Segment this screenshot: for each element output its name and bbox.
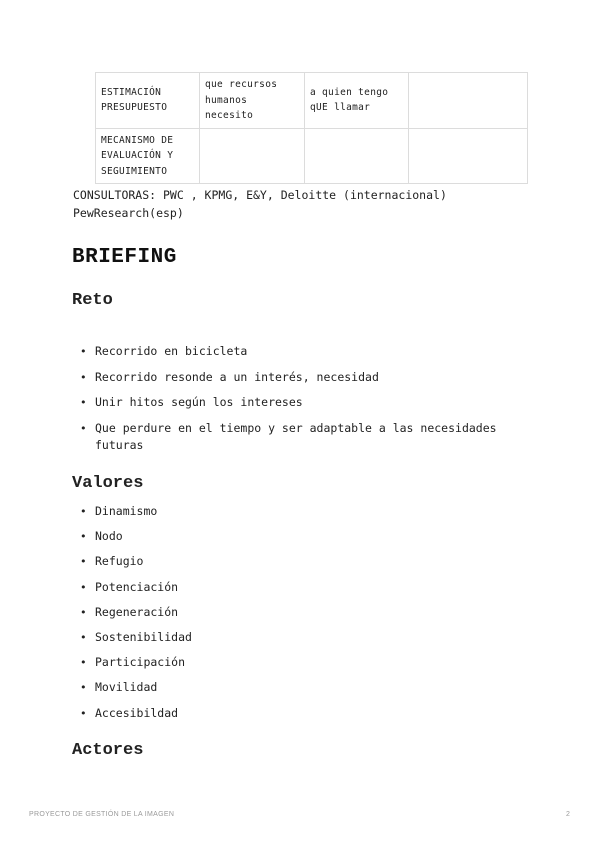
- bullet-icon: •: [80, 396, 87, 409]
- table-row: [96, 73, 528, 129]
- bullet-icon: •: [80, 421, 87, 435]
- table-cell: ESTIMACIÓN PRESUPUESTO: [96, 73, 200, 129]
- bullet-icon: •: [80, 580, 87, 594]
- footer-page-number: 2: [566, 811, 570, 818]
- bullet-icon: •: [80, 656, 87, 670]
- table-cell: [409, 128, 528, 184]
- list-item: [72, 528, 532, 545]
- bullet-icon: •: [80, 630, 87, 644]
- table-cell: a quien tengo qUE llamar: [305, 73, 409, 129]
- list-item: [72, 369, 532, 386]
- list-item-text: Unir hitos según los intereses: [95, 395, 303, 409]
- bullet-icon: •: [80, 505, 87, 518]
- list-item: [72, 705, 532, 722]
- list-item: [72, 579, 532, 596]
- list-item-text: Nodo: [95, 529, 123, 544]
- list-item: [72, 503, 532, 520]
- list-item-text: Participación: [95, 655, 186, 670]
- list-item-text: Regeneración: [95, 604, 179, 619]
- valores-list: [72, 503, 532, 730]
- list-item-text: Movilidad: [95, 680, 158, 695]
- list-item: [72, 629, 532, 646]
- bullet-icon: •: [80, 370, 87, 384]
- list-item-text: Que perdure en el tiempo y ser adaptable a las necesidades futuras: [95, 420, 497, 452]
- list-item: [72, 679, 532, 696]
- consultoras-text: CONSULTORAS: PWC , KPMG, E&Y, Deloitte (internacional) PewResearch(esp): [73, 188, 447, 220]
- list-item-text: Sostenibilidad: [95, 629, 192, 644]
- list-item-text: Refugio: [95, 554, 144, 569]
- list-item: [72, 654, 532, 671]
- list-item: [72, 604, 532, 621]
- reto-list: [72, 343, 532, 462]
- table-cell: [200, 128, 305, 184]
- bullet-icon: •: [80, 555, 87, 569]
- table-cell: [409, 73, 528, 129]
- actores-heading: Actores: [72, 741, 144, 760]
- bullet-icon: •: [80, 681, 87, 695]
- bullet-icon: •: [80, 345, 87, 358]
- reto-heading: Reto: [72, 291, 113, 310]
- table-cell: MECANISMO DE EVALUACIÓN Y SEGUIMIENTO: [96, 128, 200, 184]
- table-cell: [305, 128, 409, 184]
- briefing-title: BRIEFING: [72, 246, 177, 269]
- table-row: [96, 128, 528, 184]
- list-item-text: Potenciación: [95, 579, 179, 594]
- bullet-icon: •: [80, 530, 87, 544]
- table-cell: que recursos humanos necesito: [200, 73, 305, 129]
- bullet-icon: •: [80, 605, 87, 619]
- planning-table: [95, 72, 528, 184]
- valores-heading: Valores: [72, 474, 144, 493]
- list-item-text: Recorrido en bicicleta: [95, 344, 248, 358]
- list-item-text: Recorrido resonde a un interés, necesidad: [95, 369, 379, 384]
- list-item: [72, 420, 532, 454]
- list-item-text: Accesibildad: [95, 705, 179, 720]
- list-item: [72, 343, 532, 360]
- footer-project-name: PROYECTO DE GESTIÓN DE LA IMAGEN: [29, 811, 175, 818]
- bullet-icon: •: [80, 706, 87, 720]
- list-item: [72, 553, 532, 570]
- list-item-text: Dinamismo: [95, 504, 158, 518]
- list-item: [72, 394, 532, 411]
